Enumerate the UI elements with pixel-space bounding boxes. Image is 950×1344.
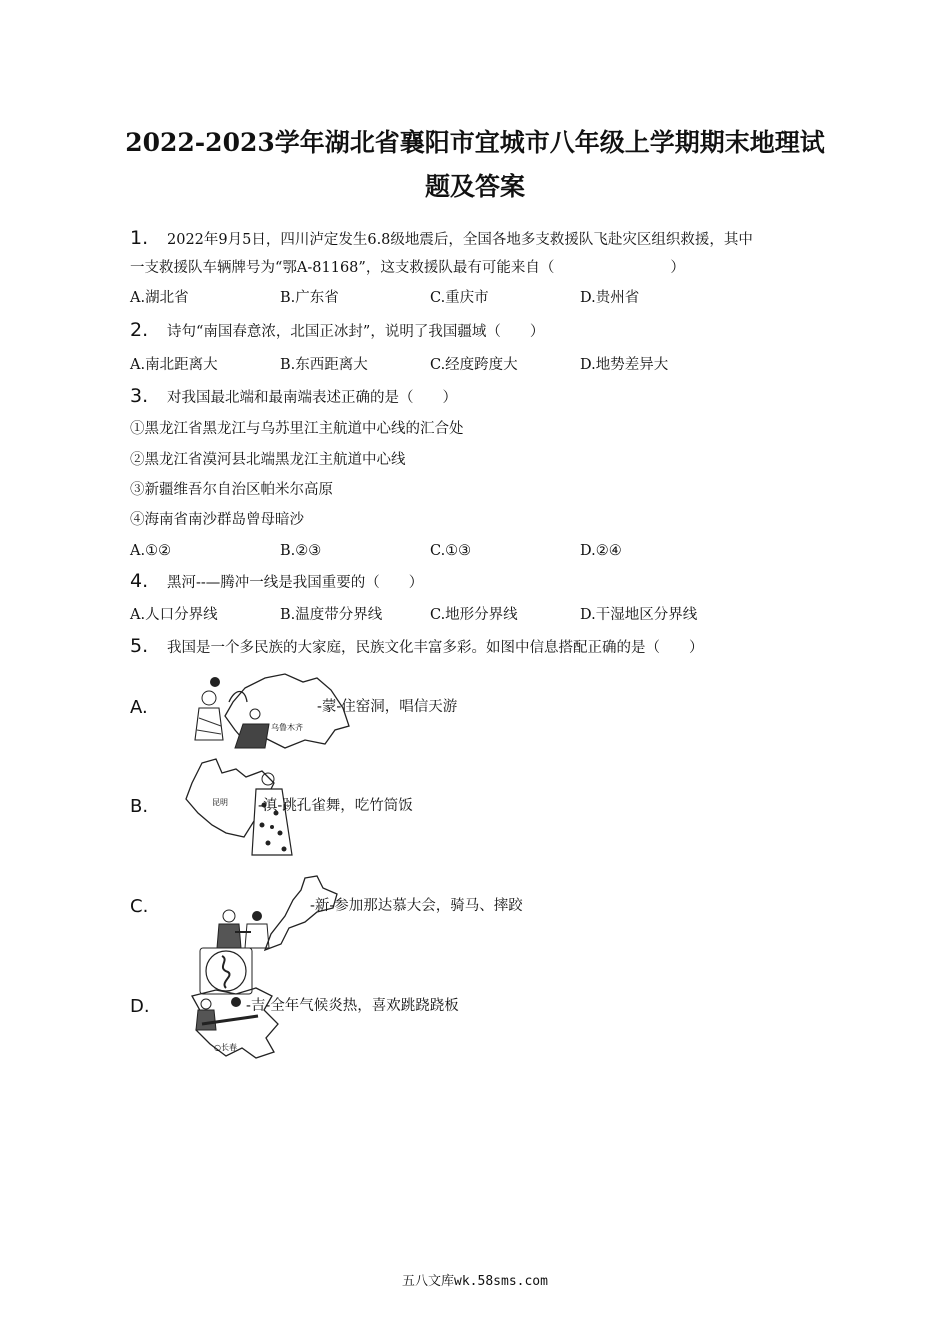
option-a: A.①② bbox=[130, 543, 172, 559]
question-number: 1. bbox=[130, 227, 149, 249]
choice-c-letter: C. bbox=[130, 896, 149, 917]
option-a: A.南北距离大 bbox=[130, 357, 218, 373]
question-text: 我国是一个多民族的大家庭，民族文化丰富多彩。如图中信息搭配正确的是（ ） bbox=[167, 640, 704, 656]
choice-b-letter: B. bbox=[130, 796, 149, 817]
map-city-label: 乌鲁木齐 bbox=[271, 723, 303, 732]
question-number: 2. bbox=[130, 319, 149, 341]
statement-1: ①黑龙江省黑龙江与乌苏里江主航道中心线的汇合处 bbox=[130, 421, 464, 437]
question-number: 5. bbox=[130, 635, 149, 657]
question-number: 3. bbox=[130, 385, 149, 407]
statement-2: ②黑龙江省漠河县北端黑龙江主航道中心线 bbox=[130, 452, 406, 468]
choice-a-text: -蒙-住窑洞，唱信天游 bbox=[317, 699, 458, 715]
option-d: D.②④ bbox=[580, 543, 622, 559]
question-2 bbox=[130, 320, 544, 342]
option-d: D.地势差异大 bbox=[580, 357, 669, 373]
statement-4: ④海南省南沙群岛曾母暗沙 bbox=[130, 512, 304, 528]
question-text: 诗句“南国春意浓，北国正冰封”，说明了我国疆域（ ） bbox=[167, 324, 545, 340]
map-city-label: 昆明 bbox=[212, 798, 228, 807]
question-3 bbox=[130, 386, 457, 408]
document-title-line-2: 题及答案 bbox=[424, 172, 525, 201]
footer-watermark: 五八文库wk.58sms.com bbox=[402, 1274, 548, 1289]
question-text: 黑河--—腾冲一线是我国重要的（ ） bbox=[167, 575, 424, 591]
option-c: C.①③ bbox=[430, 543, 472, 559]
question-1 bbox=[130, 228, 753, 250]
question-text: 2022年9月5日，四川泸定发生6.8级地震后，全国各地多支救援队飞赴灾区组织救援，其中 bbox=[167, 232, 753, 248]
option-b: B.②③ bbox=[280, 543, 322, 559]
choice-d-text: -吉-全年气候炎热，喜欢跳跷跷板 bbox=[246, 998, 459, 1014]
question-text-continued: 一支救援队车辆牌号为“鄂A-81168”，这支救援队最有可能来自（ ） bbox=[130, 260, 685, 276]
option-c: C.地形分界线 bbox=[430, 607, 518, 623]
option-c: C.重庆市 bbox=[430, 290, 489, 306]
question-text: 对我国最北端和最南端表述正确的是（ ） bbox=[167, 390, 457, 406]
question-4 bbox=[130, 571, 423, 593]
choice-d-letter: D. bbox=[130, 996, 150, 1017]
map-city-label: ○长春 bbox=[214, 1043, 237, 1052]
statement-3: ③新疆维吾尔自治区帕米尔高原 bbox=[130, 482, 333, 498]
question-number: 4. bbox=[130, 570, 149, 592]
option-a: A.湖北省 bbox=[130, 290, 189, 306]
question-5 bbox=[130, 636, 704, 658]
choice-a-letter: A. bbox=[130, 697, 148, 718]
option-a: A.人口分界线 bbox=[130, 607, 218, 623]
choice-b-text: -滇-跳孔雀舞，吃竹筒饭 bbox=[258, 798, 413, 814]
choice-c-text: -新-参加那达慕大会，骑马、摔跤 bbox=[310, 898, 523, 914]
document-title-line-1: 2022-2023学年湖北省襄阳市宜城市八年级上学期期末地理试 bbox=[125, 128, 825, 157]
option-b: B.东西距离大 bbox=[280, 357, 368, 373]
option-b: B.温度带分界线 bbox=[280, 607, 383, 623]
option-c: C.经度跨度大 bbox=[430, 357, 518, 373]
option-b: B.广东省 bbox=[280, 290, 339, 306]
option-d: D.贵州省 bbox=[580, 290, 640, 306]
option-d: D.干湿地区分界线 bbox=[580, 607, 698, 623]
